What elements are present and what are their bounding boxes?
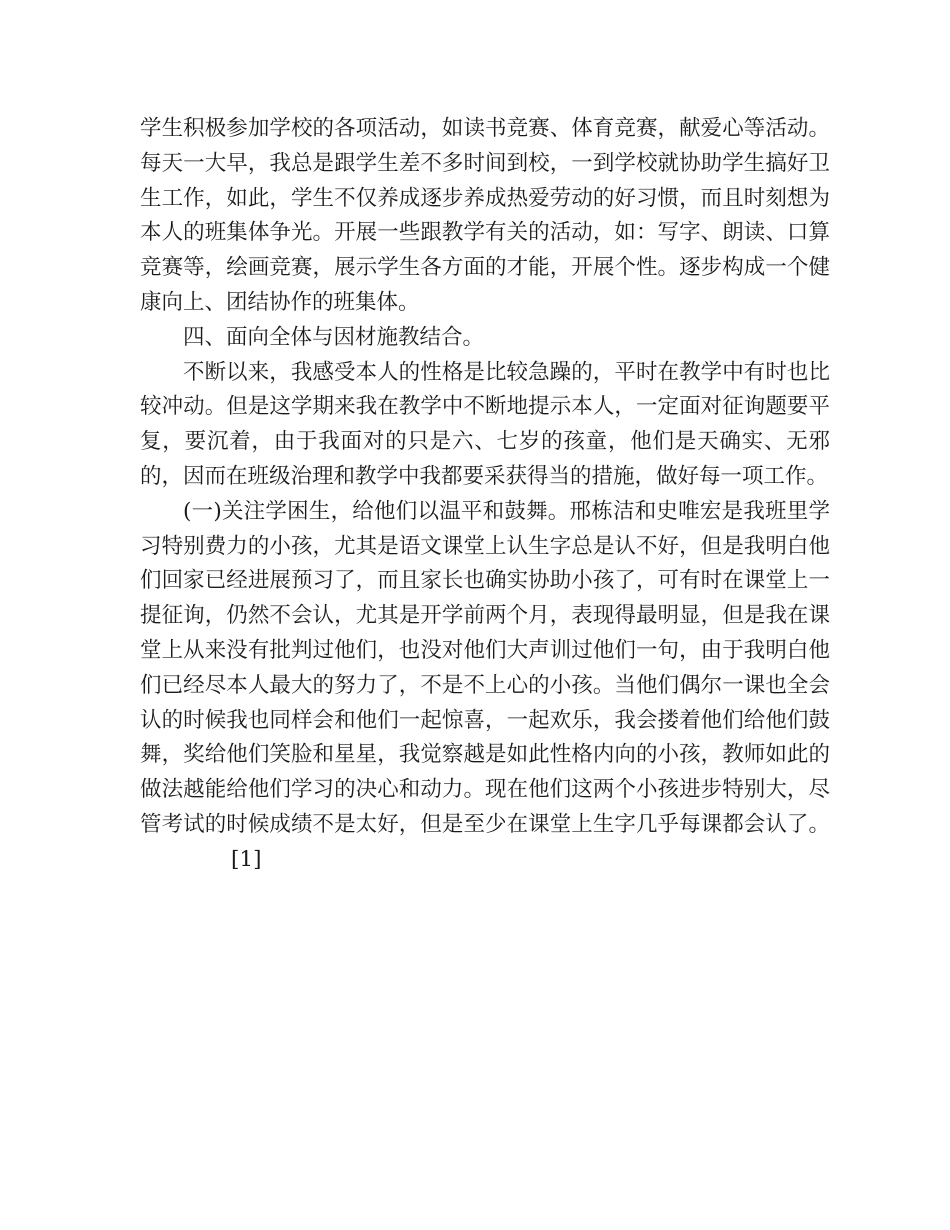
paragraph-struggling-students (140, 495, 830, 878)
paragraph-personality: 不断以来，我感受本人的性格是比较急躁的，平时在教学中有时也比较冲动。但是这学期来我在教学中不断地提示本人，一定面对征询题要平复，要沉着，由于我面对的只是六、七岁的孩童，他们是天确实、无邪的，因而在班级治理和教学中我都要采获得当的措施，做好每一项工作。 (140, 359, 830, 489)
document-body (140, 112, 830, 878)
paragraph-struggling-students-text: (一)关注学困生，给他们以温平和鼓舞。邢栋洁和史唯宏是我班里学习特别费力的小孩，尤其是语文课堂上认生字总是认不好，但是我明白他们回家已经进展预习了，而且家长也确实协助小孩了，可有时在课堂上一提征询，仍然不会认，尤其是开学前两个月，表现得最明显，但是我在课堂上从来没有批判过他们，也没对他们大声训过他们一句，由于我明白他们已经尽本人最大的努力了，不是不上心的小孩。当他们偶尔一课也全会认的时候我也同样会和他们一起惊喜，一起欢乐，我会搂着他们给他们鼓舞，奖给他们笑脸和星星，我觉察越是如此性格内向的小孩，教师如此的做法越能给他们学习的决心和动力。现在他们这两个小孩进步特别大，尽管考试的时候成绩不是太好，但是至少在课堂上生字几乎每课都会认了。 (140, 498, 830, 837)
footnote-marker: [1] (231, 846, 262, 872)
paragraph-activities: 学生积极参加学校的各项活动，如读书竞赛、体育竞赛，献爱心等活动。每天一大早，我总是跟学生差不多时间到校，一到学校就协助学生搞好卫生工作，如此，学生不仅养成逐步养成热爱劳动的好习惯，而且时刻想为本人的班集体争光。开展一些跟教学有关的活动，如：写字、朗读、口算竞赛等，绘画竞赛，展示学生各方面的才能，开展个性。逐步构成一个健康向上、团结协作的班集体。 (140, 116, 830, 315)
section-heading-four: 四、面向全体与因材施教结合。 (183, 324, 485, 350)
